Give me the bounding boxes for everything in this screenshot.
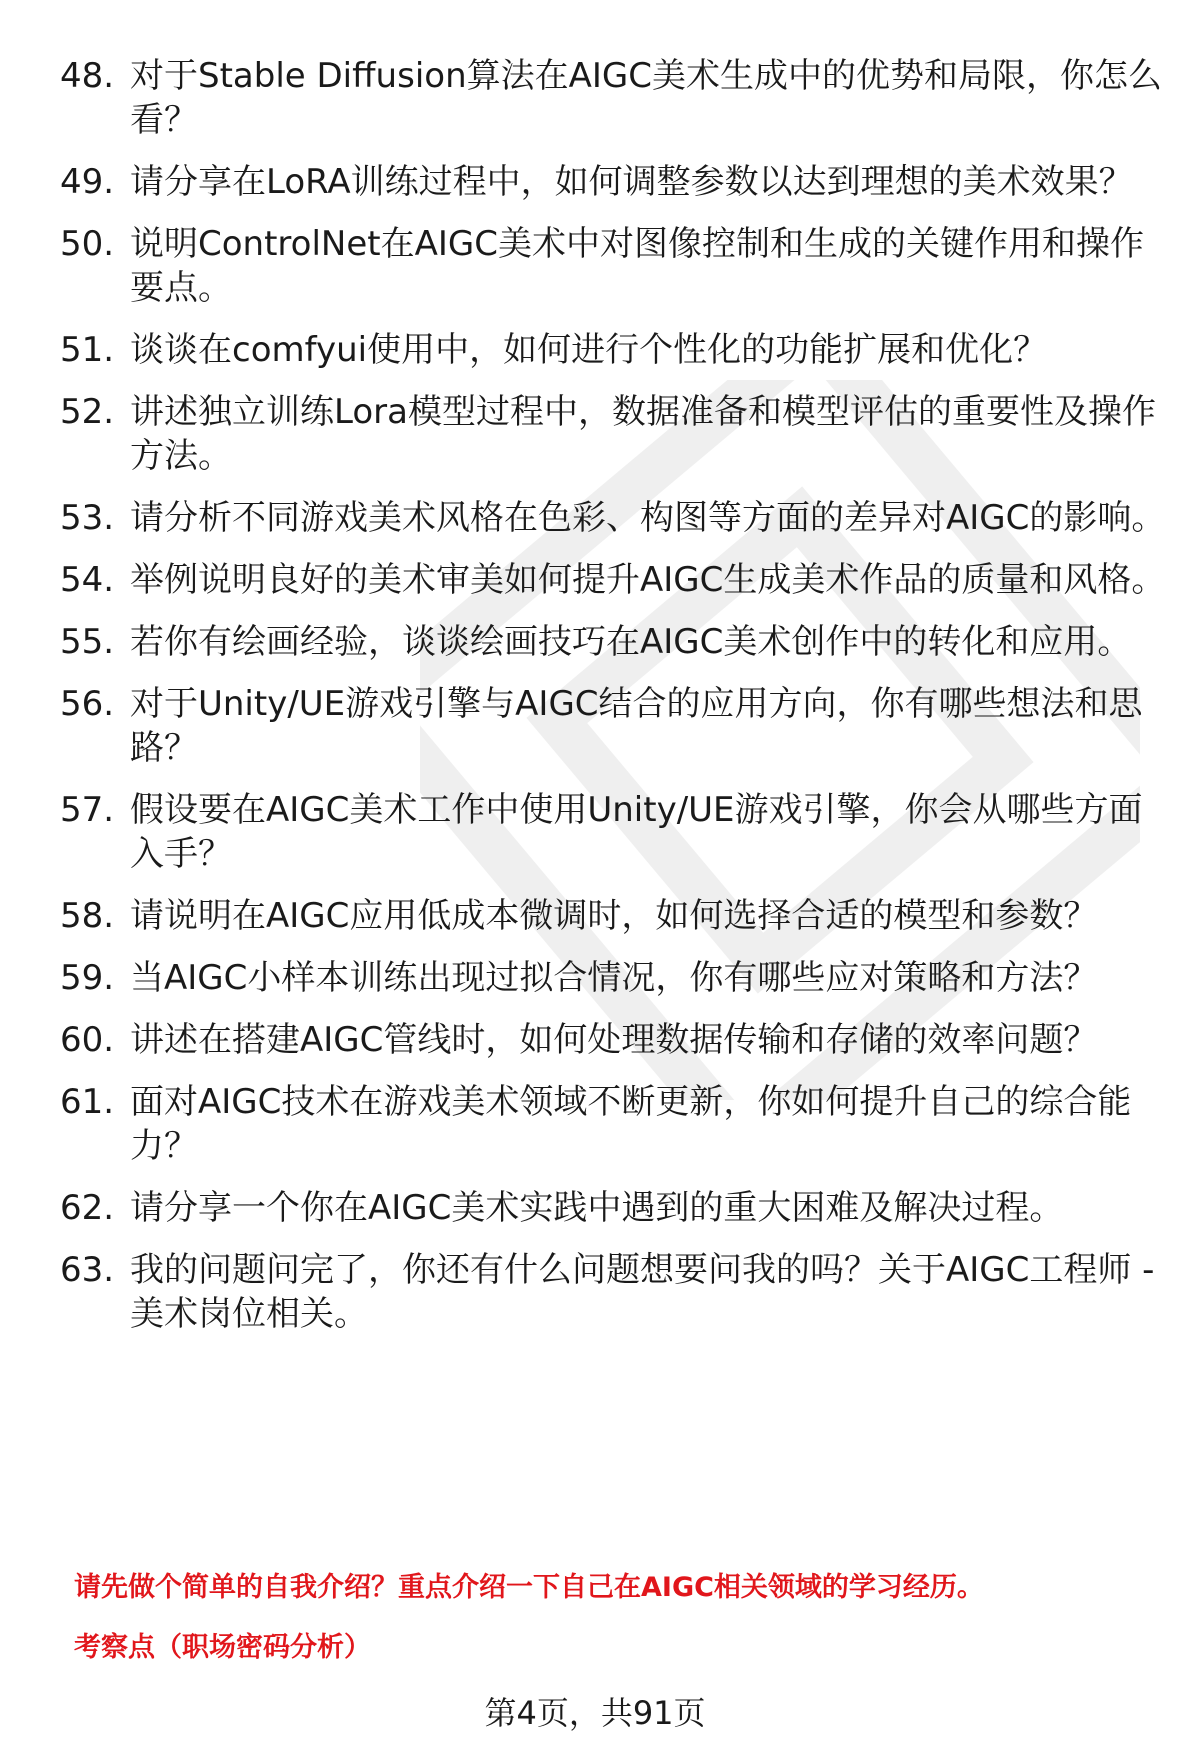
question-text: 说明ControlNet在AIGC美术中对图像控制和生成的关键作用和操作要点。 [130,224,1144,308]
question-text: 当AIGC小样本训练出现过拟合情况，你有哪些应对策略和方法？ [130,958,1098,998]
page-number: 第4页，共91页 [484,1694,706,1732]
question-text: 讲述独立训练Lora模型过程中，数据准备和模型评估的重要性及操作方法。 [130,392,1156,476]
question-number: 57. [60,790,115,830]
question-number: 55. [60,622,115,662]
question-text: 请分享一个你在AIGC美术实践中遇到的重大困难及解决过程。 [130,1188,1064,1228]
question-text: 若你有绘画经验，谈谈绘画技巧在AIGC美术创作中的转化和应用。 [130,622,1132,662]
question-item [60,222,1168,310]
question-number: 50. [60,224,115,264]
question-number: 59. [60,958,115,998]
question-list [60,54,1168,1354]
question-text: 对于Stable Diffusion算法在AIGC美术生成中的优势和局限，你怎么看？ [130,56,1162,140]
question-item [60,956,1168,1000]
question-item [60,496,1168,540]
question-item [60,788,1168,876]
question-item [60,1080,1168,1168]
question-number: 51. [60,330,115,370]
question-item [60,558,1168,602]
question-number: 54. [60,560,115,600]
question-number: 56. [60,684,115,724]
question-text: 对于Unity/UE游戏引擎与AIGC结合的应用方向，你有哪些想法和思路？ [130,684,1143,768]
question-item [60,1186,1168,1230]
question-text: 举例说明良好的美术审美如何提升AIGC生成美术作品的质量和风格。 [130,560,1166,600]
analysis-label: 考察点（职场密码分析） [74,1632,371,1663]
question-item [60,390,1168,478]
question-text: 谈谈在comfyui使用中，如何进行个性化的功能扩展和优化？ [130,330,1048,370]
question-number: 60. [60,1020,115,1060]
question-number: 53. [60,498,115,538]
question-item [60,894,1168,938]
question-text: 请分析不同游戏美术风格在色彩、构图等方面的差异对AIGC的影响。 [130,498,1166,538]
question-number: 61. [60,1082,115,1122]
question-item [60,620,1168,664]
question-text: 我的问题问完了，你还有什么问题想要问我的吗？关于AIGC工程师 - 美术岗位相关。 [130,1250,1155,1334]
question-item [60,54,1168,142]
question-item [60,682,1168,770]
question-number: 49. [60,162,115,202]
question-number: 48. [60,56,115,96]
question-number: 63. [60,1250,115,1290]
question-number: 58. [60,896,115,936]
question-item [60,328,1168,372]
question-text: 假设要在AIGC美术工作中使用Unity/UE游戏引擎，你会从哪些方面入手？ [130,790,1143,874]
question-text: 请分享在LoRA训练过程中，如何调整参数以达到理想的美术效果？ [130,162,1133,202]
question-item [60,1248,1168,1336]
question-number: 62. [60,1188,115,1228]
question-text: 请说明在AIGC应用低成本微调时，如何选择合适的模型和参数？ [130,896,1098,936]
question-item [60,1018,1168,1062]
question-item [60,160,1168,204]
question-text: 面对AIGC技术在游戏美术领域不断更新，你如何提升自己的综合能力？ [130,1082,1132,1166]
highlight-question: 请先做个简单的自我介绍？重点介绍一下自己在AIGC相关领域的学习经历。 [74,1572,984,1603]
question-number: 52. [60,392,115,432]
question-text: 讲述在搭建AIGC管线时，如何处理数据传输和存储的效率问题？ [130,1020,1098,1060]
